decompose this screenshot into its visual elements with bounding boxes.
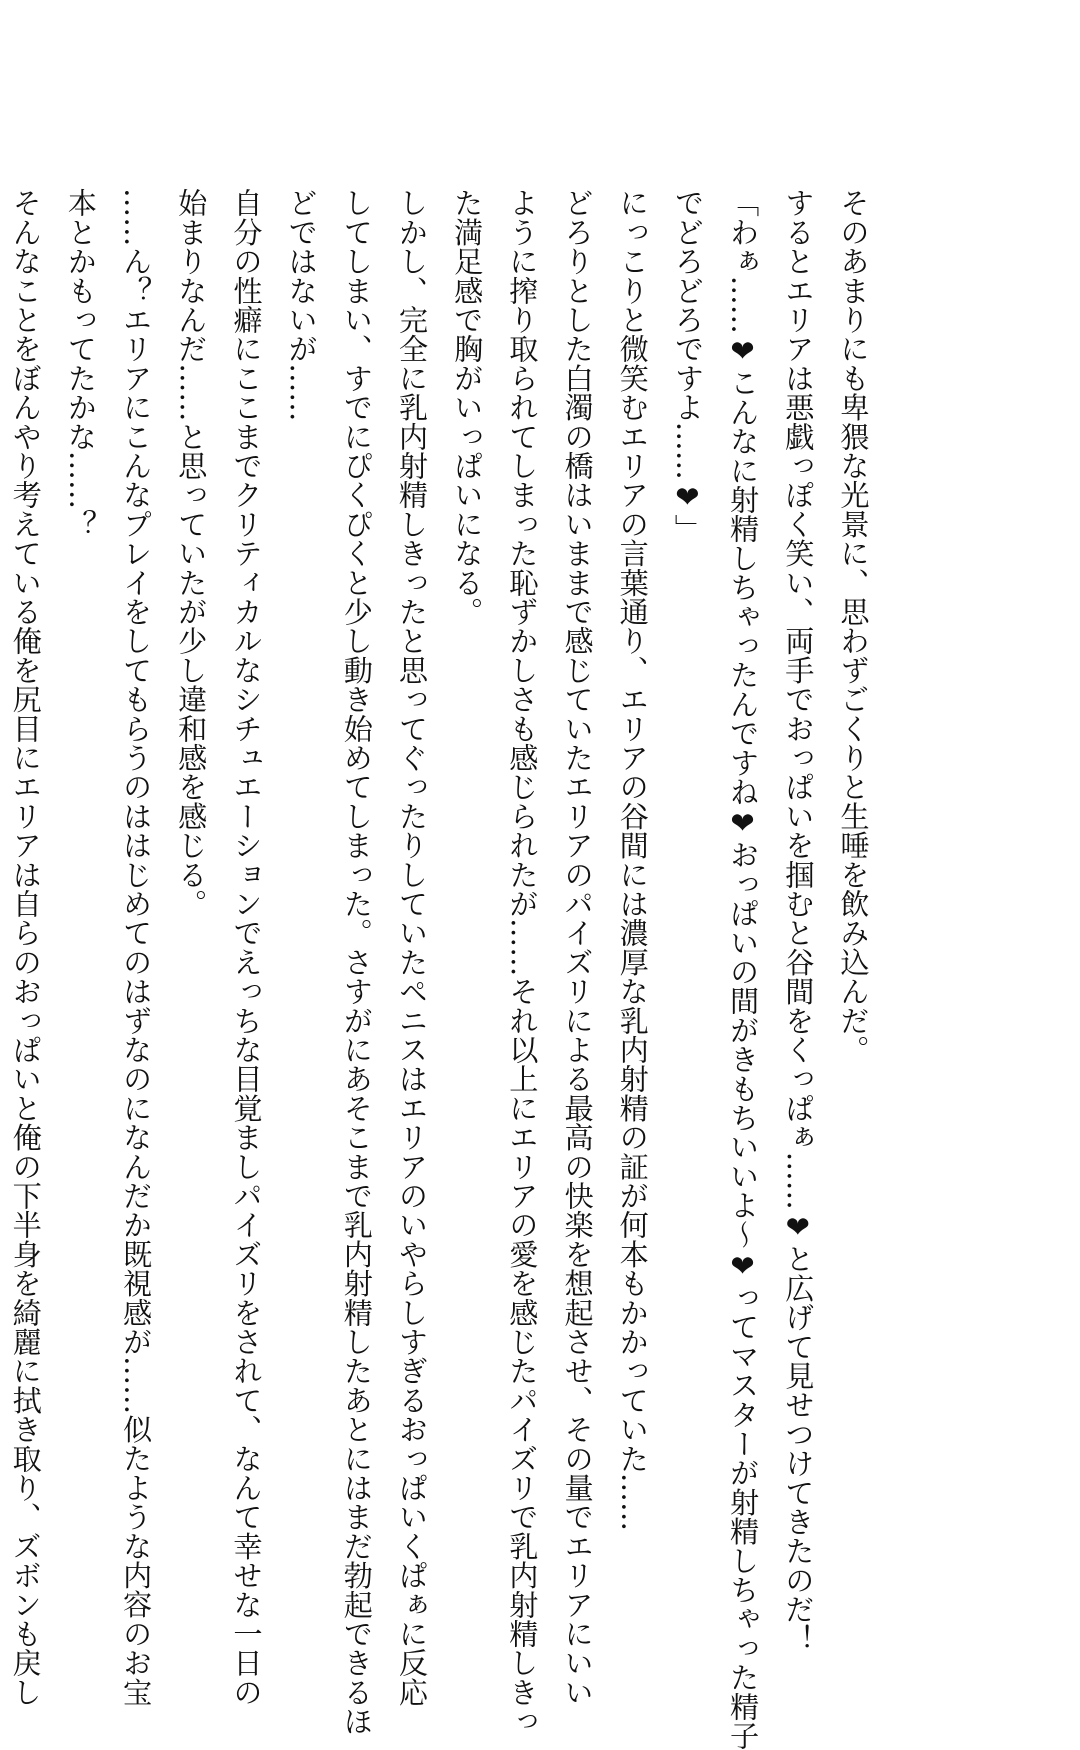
vertical-text-body (8, 188, 880, 1750)
text-line: でどろどろですよ……❤」 (670, 188, 705, 544)
text-line: どではないが…… (284, 188, 319, 422)
text-line: 自分の性癖にここまでクリティカルなシチュエーションでえっちな目覚ましパイズリをされて、なんて幸せな一日の (228, 188, 263, 1707)
text-line: た満足感で胸がいっぱいになる。 (449, 188, 484, 626)
text-line: しかし、完全に乳内射精しきったと思ってぐったりしていたペニスはエリアのいやらしすぎるおっぱいくぱぁに反応 (394, 188, 429, 1707)
text-line: 「わぁ……❤こんなに射精しちゃったんですね❤おっぱいの間がきもちいいよ～❤ってマスターが射精しちゃった精子 (725, 188, 760, 1750)
text-line: するとエリアは悪戯っぽく笑い、両手でおっぱいを掴むと谷間をくっぱぁ……❤と広げて見せつけてきたのだ！ (780, 188, 815, 1653)
text-line: にっこりと微笑むエリアの言葉通り、エリアの谷間には濃厚な乳内射精の証が何本もかかっていた…… (615, 188, 650, 1532)
text-line: してしまい、すでにぴくぴくと少し動き始めてしまった。さすがにあそこまで乳内射精したあとにはまだ勃起できるほ (339, 188, 374, 1736)
text-line: ように搾り取られてしまった恥ずかしさも感じられたが……それ以上にエリアの愛を感じたパイズリで乳内射精しきっ (504, 188, 539, 1736)
text-line: どろりとした白濁の橋はいままで感じていたエリアのパイズリによる最高の快楽を想起させ、その量でエリアにいい (560, 188, 595, 1707)
text-line: ……ん？エリアにこんなプレイをしてもらうのははじめてのはずなのになんだか既視感が……似たような内容のお宝 (118, 188, 153, 1707)
text-line: そのあまりにも卑猥な光景に、思わずごくりと生唾を飲み込んだ。 (836, 188, 870, 1064)
text-line: 始まりなんだ……と思っていたが少し違和感を感じる。 (173, 188, 208, 918)
text-line: そんなことをぼんやり考えている俺を尻目にエリアは自らのおっぱいと俺の下半身を綺麗に拭き取り、ズボンも戻し (8, 188, 43, 1707)
text-line: 本とかもってたかな……？ (63, 188, 98, 539)
